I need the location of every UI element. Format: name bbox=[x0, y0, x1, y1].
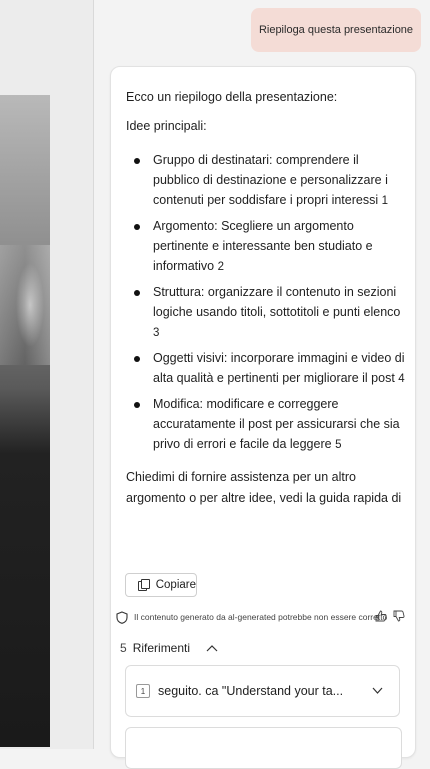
reply-intro: Ecco un riepilogo della presentazione: bbox=[126, 90, 338, 104]
reply-heading: Idee principali: bbox=[126, 119, 207, 133]
reference-item[interactable] bbox=[125, 665, 400, 717]
copy-button-label: Copiare bbox=[155, 579, 196, 591]
references-label: Riferimenti bbox=[132, 641, 191, 655]
ai-disclaimer bbox=[116, 608, 416, 626]
reference-text: seguito. ca "Understand your ta... bbox=[158, 684, 344, 698]
references-count: 5 bbox=[120, 641, 127, 655]
feedback-buttons bbox=[375, 610, 405, 622]
summary-point-text: Oggetti visivi: incorporare immagini e video di alta qualità e pertinenti per migliorare il post bbox=[153, 351, 405, 385]
reference-item[interactable] bbox=[125, 727, 402, 769]
citation-link[interactable]: 3 bbox=[153, 327, 160, 339]
reply-outro: Chiedimi di fornire assistenza per un altro argomento o per altre idee, vedi la guida rapida di bbox=[126, 470, 402, 505]
user-message bbox=[251, 8, 421, 52]
reference-number: 1 bbox=[136, 684, 150, 698]
summary-list bbox=[126, 150, 406, 455]
reply-body bbox=[126, 87, 406, 509]
summary-point bbox=[126, 216, 406, 277]
citation-link[interactable]: 1 bbox=[381, 195, 389, 207]
copilot-chat-pane bbox=[94, 0, 430, 749]
summary-point-text: Modifica: modificare e correggere accuratamente il post per assicurarsi che sia privo di errori e facile da leggere bbox=[153, 397, 400, 451]
citation-link[interactable]: 5 bbox=[335, 439, 342, 451]
chevron-up-icon bbox=[206, 644, 218, 652]
citation-link[interactable]: 2 bbox=[217, 261, 225, 273]
summary-point bbox=[126, 348, 406, 389]
summary-point bbox=[126, 282, 406, 343]
thumbs-down-icon[interactable] bbox=[393, 610, 405, 622]
chevron-down-icon[interactable] bbox=[372, 687, 383, 695]
disclaimer-text: Il contenuto generato da al-generated potrebbe non essere corretto bbox=[134, 612, 388, 622]
slide-image bbox=[0, 95, 50, 747]
copy-icon bbox=[138, 579, 150, 591]
summary-point-text: Struttura: organizzare il contenuto in sezioni logiche usando titoli, sottotitoli e punti elenco bbox=[153, 285, 401, 319]
summary-point bbox=[126, 394, 406, 455]
assistant-reply-card bbox=[110, 66, 416, 758]
references-toggle[interactable] bbox=[111, 639, 411, 657]
shield-icon bbox=[116, 611, 128, 624]
slide-preview-pane bbox=[0, 0, 94, 749]
citation-link[interactable]: 4 bbox=[398, 373, 405, 385]
copy-button[interactable] bbox=[125, 573, 197, 597]
summary-point-text: Argomento: Scegliere un argomento pertinente e interessante ben studiato e informativo bbox=[153, 219, 373, 273]
thumbs-up-icon[interactable] bbox=[375, 610, 387, 622]
user-message-text: Riepiloga questa presentazione bbox=[258, 24, 414, 36]
summary-point-text: Gruppo di destinatari: comprendere il pubblico di destinazione e personalizzare i contenuti per soddisfare i propri interessi bbox=[153, 153, 388, 207]
summary-point bbox=[126, 150, 406, 211]
